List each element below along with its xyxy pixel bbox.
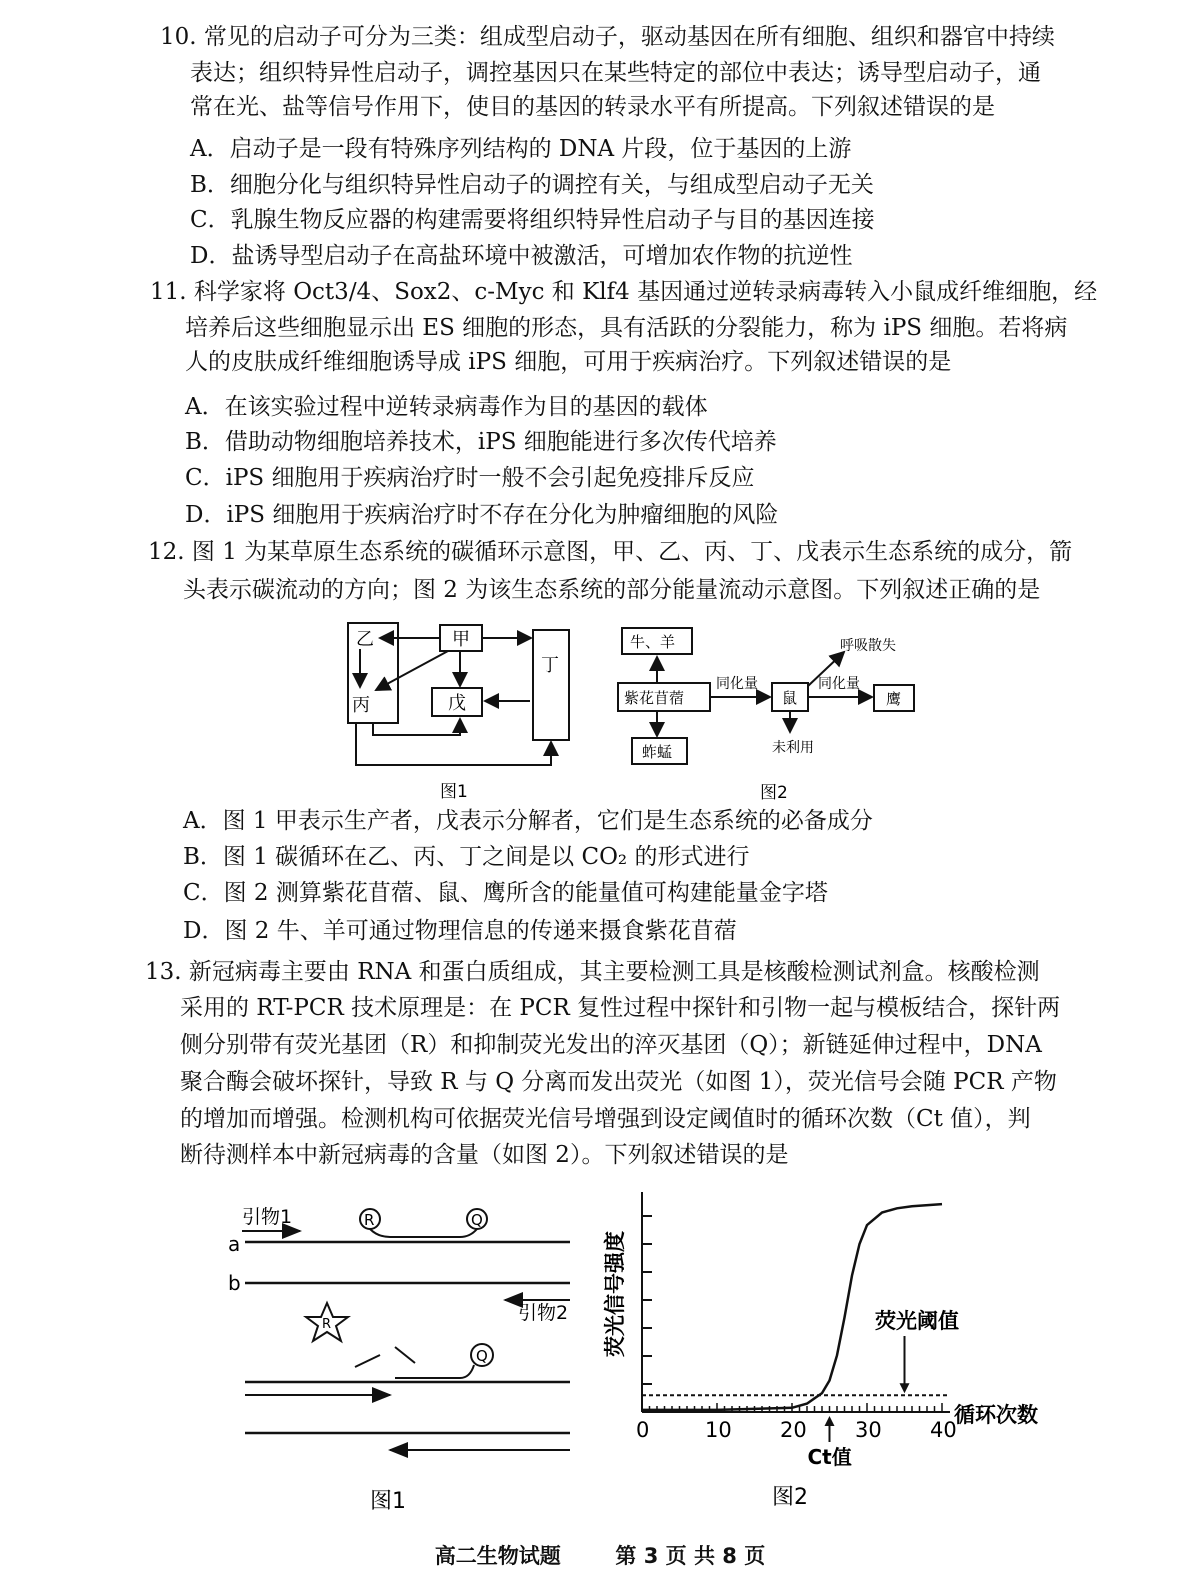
node-locust: 蚱蜢 (642, 743, 673, 761)
q13-line-6: 断待测样本中新冠病毒的含量（如图 2）。下列叙述错误的是 (180, 1142, 789, 1168)
q13-line-4: 聚合酶会破坏探针，导致 R 与 Q 分离而发出荧光（如图 1），荧光信号会随 PCR 产物 (180, 1069, 1057, 1095)
q13-line-2: 采用的 RT-PCR 技术原理是：在 PCR 复性过程中探针和引物一起与模板结合，探针两 (180, 995, 1061, 1021)
q11-option-d: D．iPS 细胞用于疾病治疗时不存在分化为肿瘤细胞的风险 (185, 502, 779, 528)
amplification-curve-chart (600, 1180, 1070, 1520)
energy-flow-diagram (612, 620, 932, 810)
q13-line-5: 的增加而增强。检测机构可依据荧光信号增强到设定阈值时的循环次数（Ct 值），判 (180, 1106, 1031, 1132)
page-footer (0, 1540, 1200, 1570)
node-wu: 戊 (448, 693, 466, 714)
rt-pcr-probe-diagram (220, 1195, 590, 1535)
q12-line-2: 头表示碳流动的方向；图 2 为该生态系统的部分能量流动示意图。下列叙述正确的是 (183, 577, 1041, 603)
label-respiration: 呼吸散失 (840, 638, 896, 654)
q10-line-3: 常在光、盐等信号作用下，使目的基因的转录水平有所提高。下列叙述错误的是 (190, 94, 995, 120)
r-group: R (364, 1211, 375, 1229)
node-ding: 丁 (541, 655, 559, 676)
node-alfalfa: 紫花苜蓿 (624, 689, 685, 707)
q12-option-d: D．图 2 牛、羊可通过物理信息的传递来摄食紫花苜蓿 (183, 918, 737, 944)
label-unused: 未利用 (772, 740, 814, 756)
primer1-label: 引物1 (242, 1206, 293, 1228)
q11-option-c: C．iPS 细胞用于疾病治疗时一般不会引起免疫排斥反应 (185, 465, 755, 491)
q12-option-c: C．图 2 测算紫花苜蓿、鼠、鹰所含的能量值可构建能量金字塔 (183, 880, 828, 906)
released-r: R (322, 1317, 332, 1332)
amplification-curve (642, 1204, 942, 1410)
q10-option-c: C．乳腺生物反应器的构建需要将组织特异性启动子与目的基因连接 (190, 207, 875, 233)
q13-line-3: 侧分别带有荧光基团（R）和抑制荧光发出的淬灭基团（Q）；新链延伸过程中，DNA (180, 1032, 1042, 1058)
x-tick-label: 0 (636, 1418, 650, 1442)
node-cattle: 牛、羊 (630, 633, 676, 651)
footer-page-number: 第 3 页 共 8 页 (615, 1544, 766, 1568)
q10-option-b: B．细胞分化与组织特异性启动子的调控有关，与组成型启动子无关 (190, 172, 874, 198)
fig1-caption: 图1 (440, 782, 468, 802)
q10-option-a: A．启动子是一段有特殊序列结构的 DNA 片段，位于基因的上游 (190, 136, 852, 162)
q12-option-a: A．图 1 甲表示生产者，戊表示分解者，它们是生态系统的必备成分 (183, 808, 873, 834)
y-axis-label: 荧光信号强度 (603, 1231, 627, 1357)
q10-line-2: 表达；组织特异性启动子，调控基因只在某些特定的部位中表达；诱导型启动子，通 (190, 60, 1041, 86)
q10-option-d: D．盐诱导型启动子在高盐环境中被激活，可增加农作物的抗逆性 (190, 243, 853, 269)
x-tick-label: 40 (930, 1418, 957, 1442)
primer2-label: 引物2 (518, 1302, 569, 1324)
ct-pointer-head (825, 1416, 835, 1426)
q12-option-b: B．图 1 碳循环在乙、丙、丁之间是以 CO₂ 的形式进行 (183, 844, 750, 870)
q-group-2: Q (476, 1347, 488, 1365)
node-yi: 乙 (356, 629, 374, 650)
q11-option-a: A．在该实验过程中逆转录病毒作为目的基因的载体 (185, 394, 708, 420)
strand-b-label: b (228, 1271, 241, 1295)
x-tick-label: 10 (705, 1418, 732, 1442)
node-mouse: 鼠 (782, 689, 798, 707)
q11-line-3: 人的皮肤成纤维细胞诱导成 iPS 细胞，可用于疾病治疗。下列叙述错误的是 (185, 349, 952, 375)
x-axis-label: 循环次数 (954, 1403, 1038, 1427)
q11-line-1: 11. 科学家将 Oct3/4、Sox2、c-Myc 和 Klf4 基因通过逆转录病毒转入小鼠成纤维细胞，经 (150, 279, 1098, 305)
node-hawk: 鹰 (886, 690, 902, 708)
label-assim-1: 同化量 (716, 676, 758, 692)
q11-line-2: 培养后这些细胞显示出 ES 细胞的形态，具有活跃的分裂能力，称为 iPS 细胞。若将病 (185, 315, 1068, 341)
node-jia: 甲 (452, 629, 470, 650)
q10-line-1: 10. 常见的启动子可分为三类：组成型启动子，驱动基因在所有细胞、组织和器官中持续 (160, 24, 1055, 50)
node-box-ding (533, 630, 569, 740)
carbon-cycle-diagram (340, 615, 600, 805)
x-tick-label: 20 (780, 1418, 807, 1442)
q13-fig2-caption: 图2 (772, 1485, 808, 1510)
q13-fig1-caption: 图1 (370, 1489, 406, 1514)
label-assim-2: 同化量 (818, 676, 860, 692)
threshold-label: 荧光阈值 (875, 1309, 959, 1333)
ct-label: Ct值 (807, 1445, 852, 1469)
threshold-pointer-head (900, 1383, 910, 1393)
footer-subject: 高二生物试题 (434, 1544, 561, 1568)
q13-line-1: 13. 新冠病毒主要由 RNA 和蛋白质组成，其主要检测工具是核酸检测试剂盒。核酸检测 (145, 959, 1040, 985)
fig2-caption: 图2 (760, 783, 788, 803)
q-group: Q (471, 1211, 483, 1229)
q12-line-1: 12. 图 1 为某草原生态系统的碳循环示意图，甲、乙、丙、丁、戊表示生态系统的成分，箭 (148, 539, 1073, 565)
node-bing: 丙 (352, 695, 370, 716)
q11-option-b: B．借助动物细胞培养技术，iPS 细胞能进行多次传代培养 (185, 429, 777, 455)
x-tick-label: 30 (855, 1418, 882, 1442)
strand-a-label: a (228, 1232, 241, 1256)
